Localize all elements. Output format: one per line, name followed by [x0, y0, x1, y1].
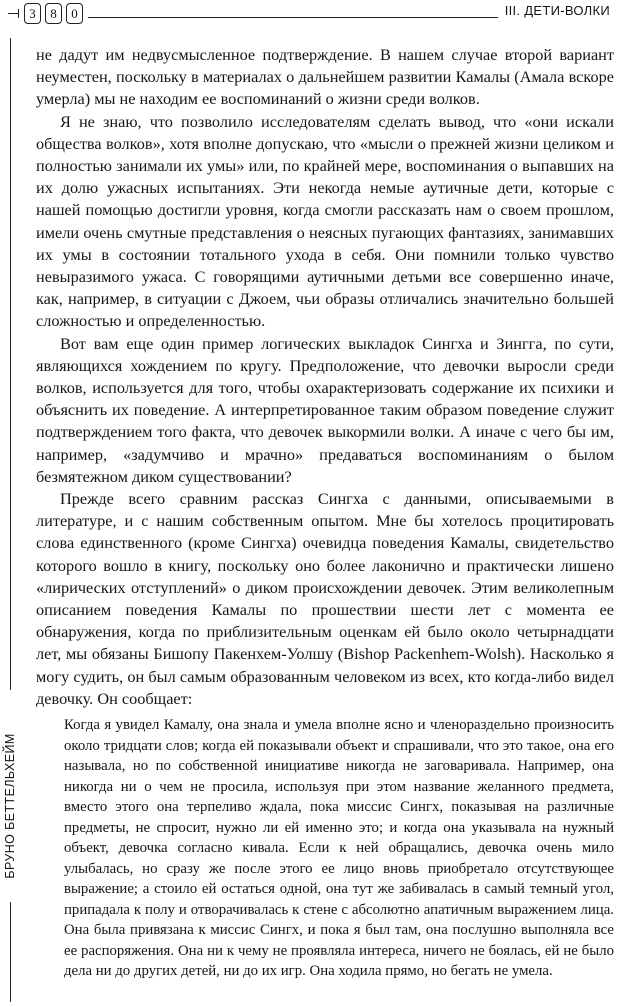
- page-body: [36, 44, 614, 982]
- header-rule: [88, 17, 498, 18]
- page-number-digit: 8: [45, 3, 62, 24]
- header-left-rule: [8, 13, 18, 14]
- body-paragraph: не дадут им недвусмысленное подтверждение. В нашем случае второй вариант неуместен, поскольку в материалах о дальнейшем развитии Камалы (Амала вскоре умерла) мы не находим ее воспоминаний о жизни среди волков.: [36, 45, 614, 109]
- block-quote: Когда я увидел Камалу, она знала и умела вполне ясно и членораздельно произносить около тридцати слов; когда ей показывали объект и спрашивали, что это такое, она его называла, но по собственной инициативе никогда не заговаривала. Например, она никогда ни о чем не просила, используя при этом название желанного предмета, вместо этого она терпеливо ждала, пока миссис Сингх, показывая на различные предметы, не спросит, нужно ли ей именно это; и когда она указывала на нужный объект, девочка согласно кивала. Если к ней обращались, девочка очень мило улыбалась, но сразу же после этого ее лицо вновь приобретало отсутствующее выражение; а стоило ей остаться одной, она тут же забивалась в самый темный угол, припадала к полу и отворачивалась к стене с абсолютно апатичным выражением лица. Она была привязана к миссис Сингх, и пока я был там, она послушно выполняла все ее распоряжения. Она ни к чему не проявляла интереса, ничего не боялась, ей не было дела ни до других детей, ни до их игр. Она ходила прямо, но бегать не умела.: [64, 717, 614, 980]
- page-header: [0, 0, 620, 30]
- page-number-digit: 0: [66, 3, 83, 24]
- body-paragraph: Я не знаю, что позволило исследователям сделать вывод, что «они искали общества волков», хотя вполне допускаю, что «мысли о прежней жизни целиком и полностью занимали их умы» или, по крайней мере, воспоминания о выпавших на их долю ужасных испытаниях. Эти некогда немые аутичные дети, которые с нашей помощью достигли уровня, когда смогли рассказать нам о своем прошлом, имели очень смутные представления о неясных пугающих фантазиях, занимавших их умы в состоянии тотального ухода в себя. Они помнили только чувство невыразимого ужаса. С говорящими аутичными детьми все совершенно иначе, как, например, в ситуации с Джоем, чьи образы отличались значительно большей сложностью и определенностью.: [36, 111, 614, 331]
- left-margin-rule-bottom: [10, 902, 11, 1002]
- body-paragraph: Вот вам еще один пример логических выкладок Сингха и Зингга, по сути, являющихся хождением по кругу. Предположение, что девочки выросли среди волков, используется для того, чтобы охарактеризовать содержание их психики и объяснить их поведение. А интерпретированное таким образом поведение служит подтверждением того факта, что девочек выкормили волки. А иначе с чего бы им, например, «задумчиво и мрачно» предаваться воспоминаниям о былом безмятежном диком существовании?: [36, 333, 614, 486]
- body-paragraph: Прежде всего сравним рассказ Сингха с данными, описываемыми в литературе, и с нашим собственным опытом. Мне бы хотелось процитировать слова единственного (кроме Сингха) очевидца поведения Камалы, свидетельство которого вошло в книгу, поскольку оно более лаконично и практически лишено «лирических отступлений» о диком происхождении девочек. Этим великолепным описанием поведения Камалы по прошествии шести лет с момента ее обнаружения, когда по приблизительным оценкам ей было около четырнадцати лет, мы обязаны Бишопу Пакенхем-Уолшу (Bishop Packenhem-Wolsh). Насколько я могу судить, он был самым образованным человеком из всех, кто когда-либо видел девочку. Он сообщает:: [36, 489, 614, 708]
- running-head: III. ДЕТИ-ВОЛКИ: [504, 3, 610, 18]
- author-name: БРУНО БЕТТЕЛЬХЕЙМ: [3, 733, 17, 879]
- left-margin-rule: [10, 38, 11, 690]
- header-left-ornament: [18, 9, 19, 18]
- page-number-digit: 3: [24, 3, 41, 24]
